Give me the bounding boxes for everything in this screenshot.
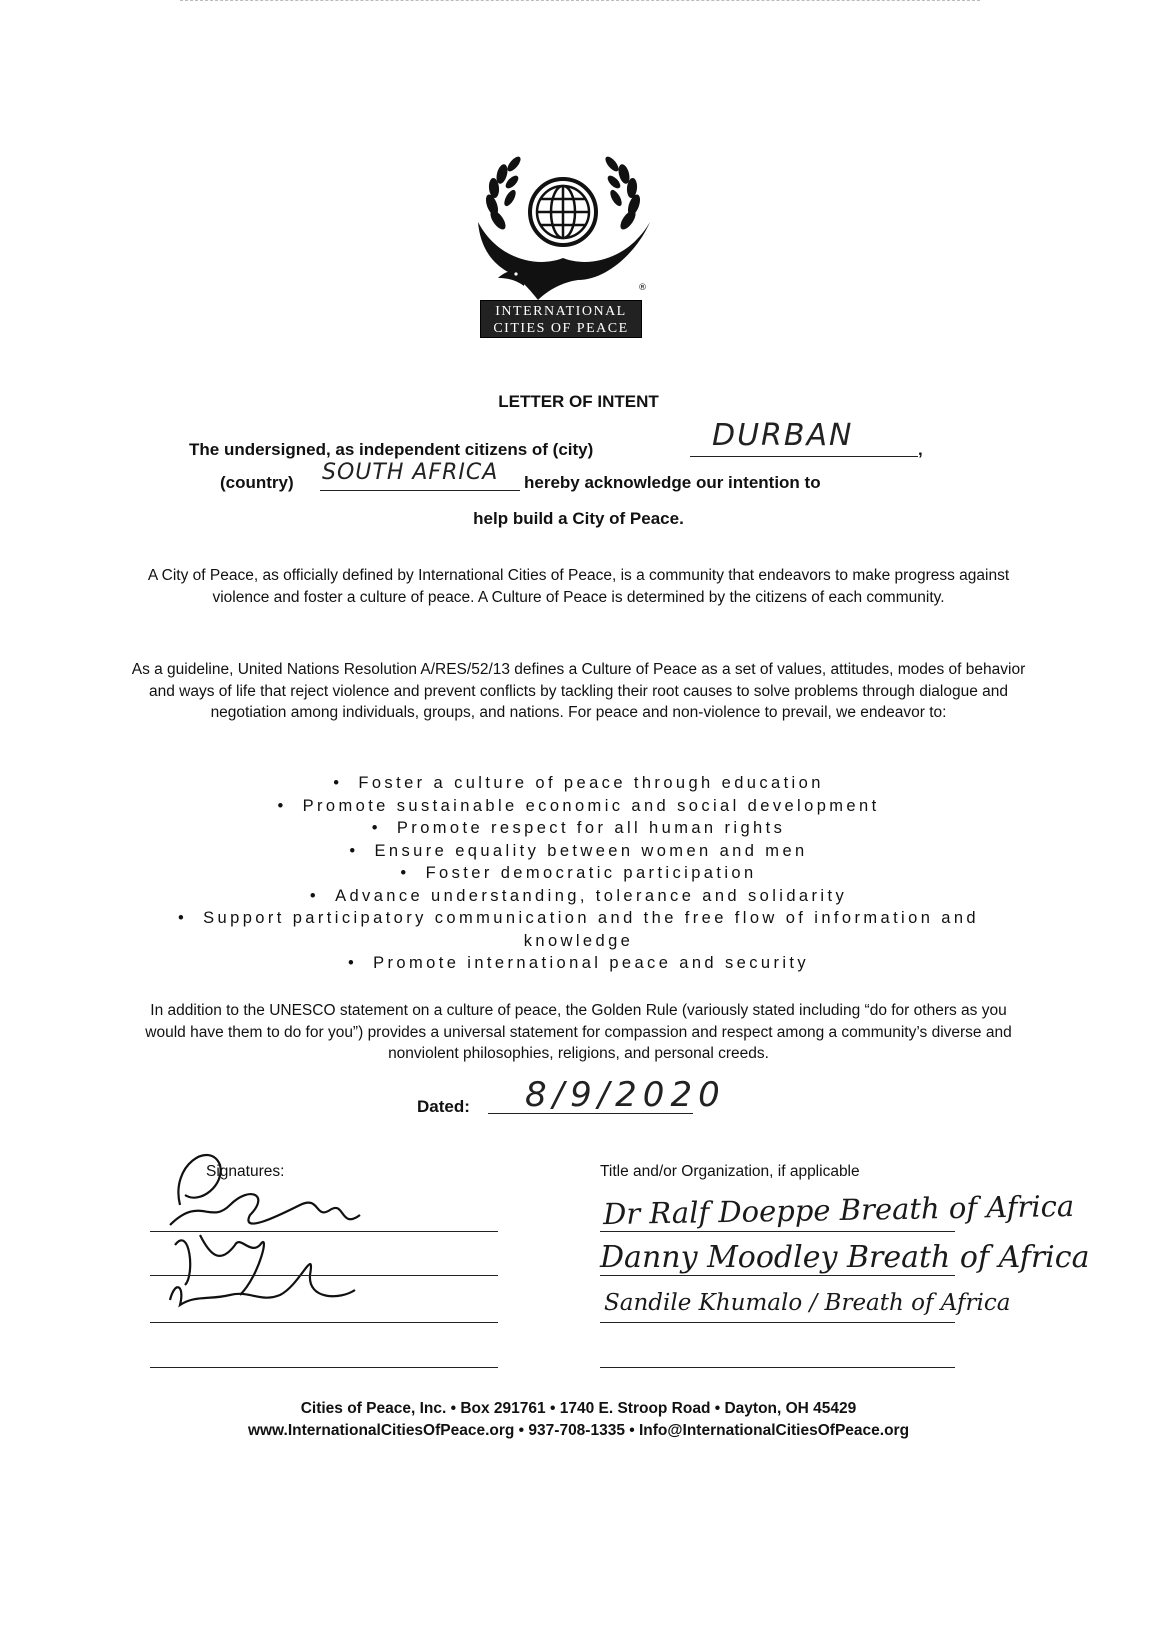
footer-address <box>0 1400 1157 1418</box>
intro-line-1: The undersigned, as independent citizens of (city) <box>189 440 594 459</box>
footer-website[interactable]: www.InternationalCitiesOfPeace.org <box>247 1422 515 1439</box>
title-entry-2: Danny Moodley Breath of Africa <box>600 1240 1090 1275</box>
country-label: (country) <box>220 473 294 492</box>
dated-label: Dated: <box>417 1097 470 1116</box>
goal-item: • Advance understanding, tolerance and solidarity <box>120 885 1037 908</box>
handwritten-signatures <box>140 1125 390 1325</box>
svg-text:®: ® <box>638 283 647 293</box>
signature-line-2 <box>150 1275 498 1276</box>
paragraph-guideline: As a guideline, United Nations Resolution A/RES/52/13 defines a Culture of Peace as a set of values, attitudes, modes of behavior and ways of life that reject violence and prevent conflicts by tackling their root causes to solve problems through dialogue and negotiation among individuals, groups, and nations. For peace and non-violence to prevail, we endeavor to: <box>131 661 1026 721</box>
city-field-value: DURBAN <box>712 418 854 453</box>
title-org-label: Title and/or Organization, if applicable <box>600 1163 860 1180</box>
footer-city: Dayton, OH 45429 <box>724 1400 857 1417</box>
title-line-3 <box>600 1322 955 1323</box>
paragraph-golden-rule: In addition to the UNESCO statement on a culture of peace, the Golden Rule (variously stated including “do for others as you would have them to do for you”) provides a universal statement for compassion and respect among a community’s diverse and nonviolent philosophies, religions, and personal creeds. <box>145 1002 1012 1062</box>
footer-phone: 937-708-1335 <box>528 1422 625 1439</box>
goal-item: • Promote international peace and security <box>120 952 1037 975</box>
footer-org: Cities of Peace, Inc. <box>300 1400 447 1417</box>
signature-line-1 <box>150 1231 498 1232</box>
footer-box: Box 291761 <box>460 1400 546 1417</box>
footer-street: 1740 E. Stroop Road <box>559 1400 711 1417</box>
paragraph-definition: A City of Peace, as officially defined by International Cities of Peace, is a community that endeavors to make progress against violence and foster a culture of peace. A Culture of Peace is determined by the citizens of each community. <box>147 567 1010 606</box>
goals-list <box>120 772 1037 975</box>
title-line-2 <box>600 1275 955 1276</box>
logo-line-1: INTERNATIONAL <box>495 304 627 319</box>
goal-item: • Foster a culture of peace through education <box>120 772 1037 795</box>
intro-comma: , <box>918 440 923 459</box>
title-entry-3: Sandile Khumalo / Breath of Africa <box>604 1290 1011 1316</box>
footer-contact <box>0 1422 1157 1440</box>
signature-line-3 <box>150 1322 498 1323</box>
dated-value: 8/9/2020 <box>525 1075 726 1115</box>
goal-item: • Ensure equality between women and men <box>120 840 1037 863</box>
logo-line-2: CITIES OF PEACE <box>493 321 629 336</box>
goal-item: • Promote sustainable economic and social development <box>120 795 1037 818</box>
signature-line-4 <box>150 1367 498 1368</box>
intro-line-2: hereby acknowledge our intention to <box>524 473 821 492</box>
document-title: LETTER OF INTENT <box>498 392 659 411</box>
logo-wordmark <box>480 300 642 338</box>
goal-item: • Promote respect for all human rights <box>120 817 1037 840</box>
title-line-4 <box>600 1367 955 1368</box>
goal-item: • Support participatory communication and the free flow of information and knowledge <box>120 907 1037 952</box>
title-entry-1: Dr Ralf Doeppe Breath of Africa <box>602 1188 1075 1232</box>
signatures-label: Signatures: <box>206 1163 285 1180</box>
title-line-1 <box>600 1231 955 1232</box>
footer-email[interactable]: Info@InternationalCitiesOfPeace.org <box>639 1422 910 1439</box>
country-field-value: SOUTH AFRICA <box>322 460 499 485</box>
page-top-edge <box>180 0 980 3</box>
goal-item: • Foster democratic participation <box>120 862 1037 885</box>
intro-line-3: help build a City of Peace. <box>473 509 684 528</box>
